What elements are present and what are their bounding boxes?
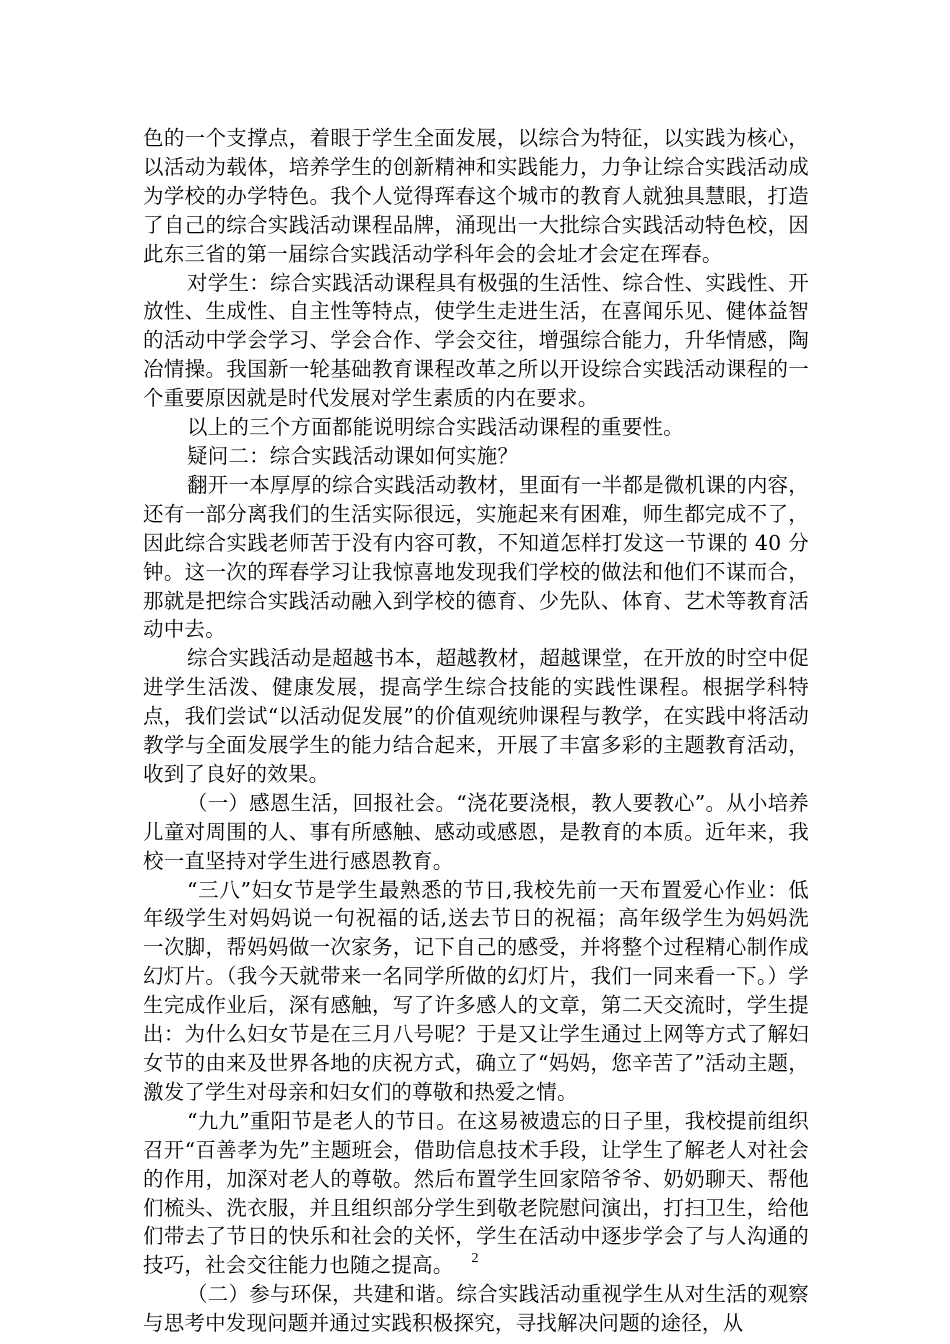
paragraph: 色的一个支撑点，着眼于学生全面发展，以综合为特征，以实践为核心，以活动为载体，培养学生的创新精神和实践能力，力争让综合实践活动成为学校的办学特色。我个人觉得珲春这个城市的教育人就独具慧眼，打造了自己的综合实践活动课程品牌，涌现出一大批综合实践活动特色校，因此东三省的第一届综合实践活动学科年会的会址才会定在珲春。 [143,126,809,266]
paragraph: （一）感恩生活，回报社会。“浇花要浇根，教人要教心”。从小培养儿童对周围的人、事有所感触、感动或感恩，是教育的本质。近年来，我校一直坚持对学生进行感恩教育。 [143,790,809,873]
section-heading: 疑问二：综合实践活动课如何实施？ [187,443,519,468]
paragraph: 对学生：综合实践活动课程具有极强的生活性、综合性、实践性、开放性、生成性、自主性等特点，使学生走进生活，在喜闻乐见、健体益智的活动中学会学习、学会合作、学会交往，增强综合能力，升华情感，陶冶情操。我国新一轮基础教育课程改革之所以开设综合实践活动课程的一个重要原因就是时代发展对学生素质的内在要求。 [143,270,809,411]
paragraph: 综合实践活动是超越书本，超越教材，超越课堂，在开放的时空中促进学生活泼、健康发展，提高学生综合技能的实践性课程。根据学科特点，我们尝试“以活动促发展”的价值观统帅课程与教学，在实践中将活动教学与全面发展学生的能力结合起来，开展了丰富多彩的主题教育活动，收到了良好的效果。 [143,646,809,786]
paragraph: “三八”妇女节是学生最熟悉的节日,我校先前一天布置爱心作业：低年级学生对妈妈说一句祝福的话,送去节日的祝福；高年级学生为妈妈洗一次脚，帮妈妈做一次家务，记下自己的感受，并将整个过程精心制作成幻灯片。（我今天就带来一名同学所做的幻灯片，我们一同来看一下。）学生完成作业后，深有感触，写了许多感人的文章，第二天交流时，学生提出：为什么妇女节是在三月八号呢？于是又让学生通过上网等方式了解妇女节的由来及世界各地的庆祝方式，确立了“妈妈，您辛苦了”活动主题，激发了学生对母亲和妇女们的尊敬和热爱之情。 [143,877,809,1104]
paragraph: 翻开一本厚厚的综合实践活动教材，里面有一半都是微机课的内容，还有一部分离我们的生活实际很远，实施起来有困难，师生都完成不了，因此综合实践老师苦于没有内容可教，不知道怎样打发这一节课的 40 分钟。这一次的珲春学习让我惊喜地发现我们学校的做法和他们不谋而合，那就是把综合实践活动融入到学校的德育、少先队、体育、艺术等教育活动中去。 [143,472,809,642]
paragraph: “九九”重阳节是老人的节日。在这易被遗忘的日子里，我校提前组织召开“百善孝为先”主题班会，借助信息技术手段，让学生了解老人对社会的作用，加深对老人的尊敬。然后布置学生回家陪爷爷、奶奶聊天、帮他们梳头、洗衣服，并且组织部分学生到敬老院慰问演出，打扫卫生，给他们带去了节日的快乐和社会的关怀，学生在活动中逐步学会了与人沟通的技巧，社会交往能力也随之提高。 [143,1108,809,1278]
body-text [143,124,809,1338]
page-number: 2 [471,1251,479,1266]
paragraph: （二）参与环保，共建和谐。综合实践活动重视学生从对生活的观察与思考中发现问题并通过实践积极探究，寻找解决问题的途径，从 [143,1282,809,1336]
paragraph: 以上的三个方面都能说明综合实践活动课程的重要性。 [187,415,684,440]
